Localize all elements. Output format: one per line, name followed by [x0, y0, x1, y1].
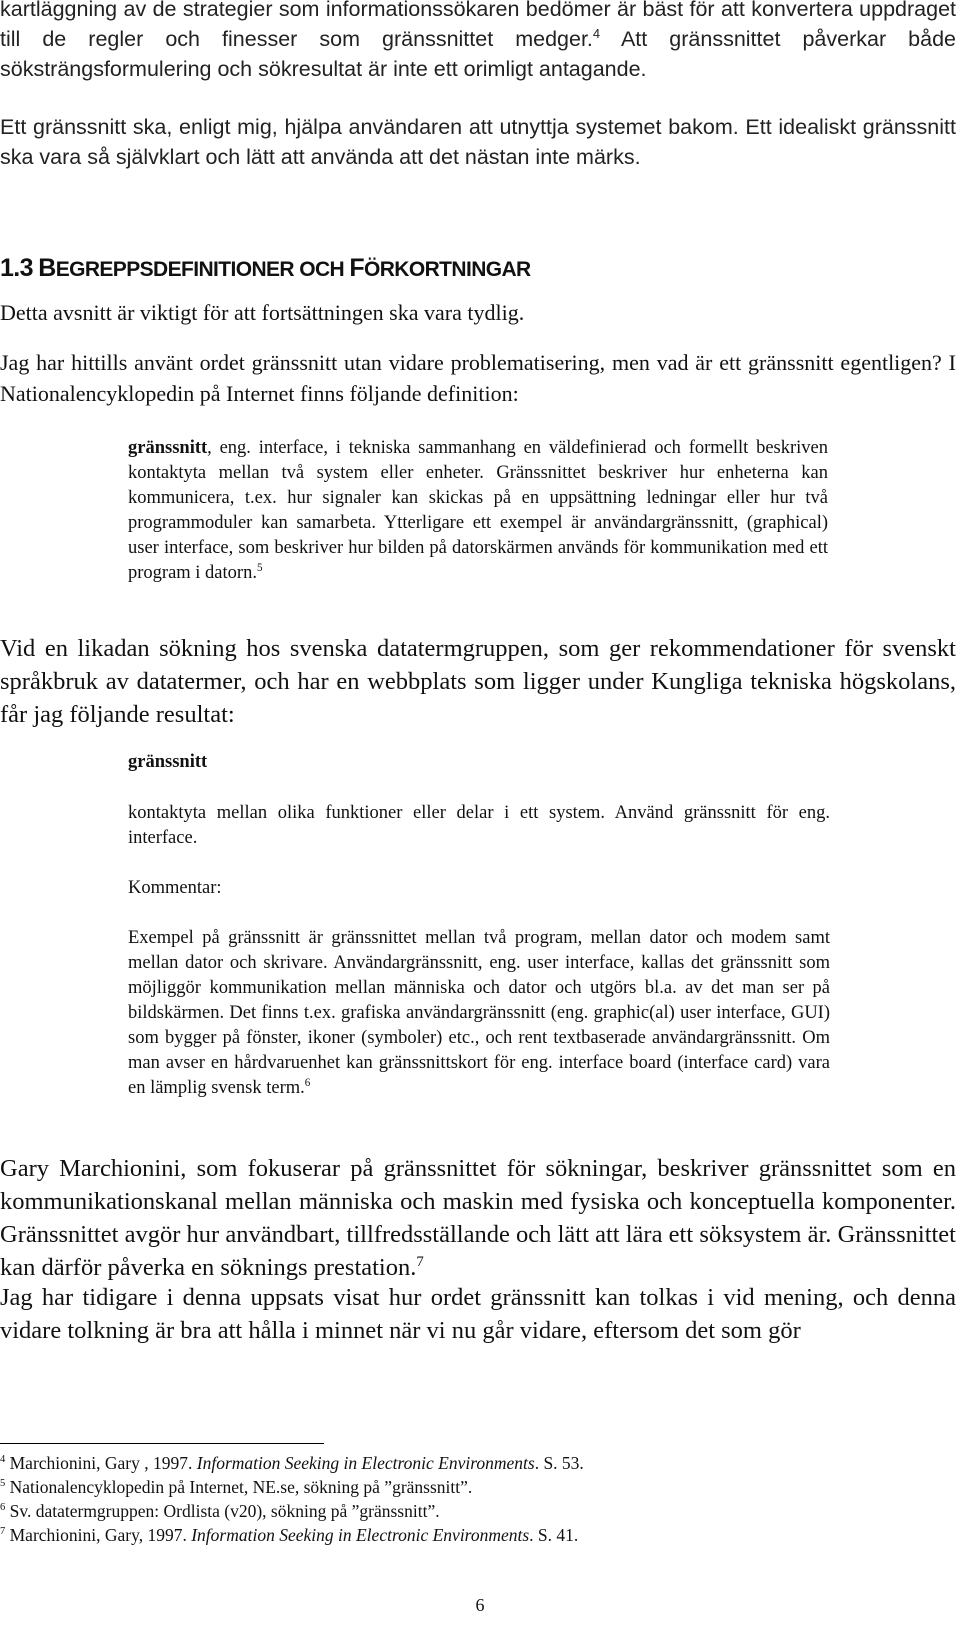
- footnote-ref-6[interactable]: 6: [304, 1076, 311, 1089]
- quote-term-2: gränssnitt: [128, 752, 208, 772]
- paragraph-interface-ideal: Ett gränssnitt ska, enligt mig, hjälpa användaren att utnyttja systemet bakom. Ett idealiskt gränssnitt ska vara så självklart och lätt att använda att det nästan inte märks.: [0, 115, 956, 169]
- paragraph-definition-intro: Jag har hittills använt ordet gränssnitt utan vidare problematisering, men vad är ett gränssnitt egentligen? I Nationalencyklopedin på Internet finns följande definition:: [0, 350, 956, 406]
- footnote-separator: [0, 1443, 324, 1444]
- paragraph-text: kartläggning av de strategier som informationssökaren bedömer är bäst för att konvertera uppdraget till de regler och finesser som gränssnittet medger.: [0, 0, 956, 51]
- quote-term: gränssnitt: [128, 438, 208, 458]
- footnote-text: Sv. datatermgruppen: Ordlista (v20), sökning på ”gränssnitt”.: [5, 1501, 440, 1521]
- footnote-6: [0, 1499, 440, 1523]
- footnote-title: Information Seeking in Electronic Environments: [191, 1525, 530, 1545]
- quote-ne-definition: [128, 436, 828, 586]
- quote-term-definition: kontaktyta mellan olika funktioner eller delar i ett system. Använd gränssnitt för eng. interface.: [128, 803, 830, 848]
- heading-initial-2: F: [349, 254, 364, 282]
- footnote-number: 4: [0, 1454, 6, 1466]
- paragraph-wider-interpretation: Jag har tidigare i denna uppsats visat hur ordet gränssnitt kan tolkas i vid mening, och denna vidare tolkning är bra att hålla i minnet när vi nu går vidare, eftersom det som gör: [0, 1284, 956, 1344]
- footnote-text-end: . S. 53.: [534, 1453, 584, 1473]
- footnote-ref-5[interactable]: 5: [256, 561, 263, 574]
- footnote-number: 6: [0, 1502, 6, 1514]
- footnote-number: 7: [0, 1526, 6, 1538]
- footnote-text-end: . S. 41.: [529, 1525, 579, 1545]
- paragraph-marchionini: [0, 1152, 956, 1284]
- quote-term-heading: [128, 750, 830, 775]
- footnote-7: [0, 1523, 578, 1547]
- footnote-number: 5: [0, 1478, 6, 1490]
- footnote-text: Marchionini, Gary, 1997.: [5, 1525, 192, 1545]
- section-heading: [0, 254, 531, 283]
- heading-number: 1.3: [0, 254, 33, 282]
- paragraph-strategies: [0, 0, 956, 84]
- quote-comment: [128, 926, 830, 1101]
- quote-comment-label: Kommentar:: [128, 878, 222, 898]
- footnote-text: Nationalencyklopedin på Internet, NE.se, sökning på ”gränssnitt”.: [5, 1477, 473, 1497]
- paragraph-section-intro: Detta avsnitt är viktigt för att fortsättningen ska vara tydlig.: [0, 300, 525, 325]
- heading-word-2: ÖRKORTNINGAR: [364, 258, 531, 281]
- page-number: 6: [475, 1595, 485, 1615]
- footnote-4: [0, 1451, 584, 1475]
- paragraph-datatermgruppen: Vid en likadan sökning hos svenska datatermgruppen, som ger rekommendationer för svenskt språkbruk av datatermer, och har en webbplats som ligger under Kungliga tekniska högskolans, får jag följande resultat:: [0, 635, 956, 728]
- heading-word-1: EGREPPSDEFINITIONER OCH: [55, 258, 350, 281]
- heading-initial-1: B: [38, 254, 56, 282]
- footnote-title: Information Seeking in Electronic Environments: [196, 1453, 535, 1473]
- footnote-ref-7[interactable]: 7: [416, 1253, 424, 1270]
- quote-comment-text: Exempel på gränssnitt är gränssnittet mellan två program, mellan dator och modem samt mellan dator och skrivare. Användargränssnitt, eng. user interface, kallas det gränssnitt som möjliggör kommunikation mellan människa och dator och utgörs bl.a. av det man ser på bildskärmen. Det finns t.ex. grafiska användargränssnitt (eng. graphic(al) user interface, GUI) som bygger på fönster, ikoner (symboler) etc., och rent textbaserade användargränssnitt. Om man avser en hårdvaruenhet kan gränssnittskort för eng. interface board (interface card) vara en lämplig svensk term.: [128, 928, 830, 1098]
- paragraph-text-cont: Att gränssnittet påverkar både söksträngsformulering och sökresultat är inte ett orimligt antagande.: [0, 27, 957, 81]
- paragraph-marchionini-text: Gary Marchionini, som fokuserar på gränssnittet för sökningar, beskriver gränssnittet som en kommunikationskanal mellan människa och maskin med fysiska och konceptuella komponenter. Gränssnittet avgör hur användbart, tillfredsställande och lätt att lära ett söksystem är. Gränssnittet kan därför påverka en söknings prestation.: [0, 1155, 956, 1281]
- footnote-ref-4[interactable]: 4: [592, 25, 601, 41]
- footnote-text: Marchionini, Gary , 1997.: [5, 1453, 197, 1473]
- quote-text: , eng. interface, i tekniska sammanhang en väldefinierad och formellt beskriven kontaktyta mellan två system eller enheter. Gränssnittet beskriver hur enheterna kan kommunicera, t.ex. hur signaler kan skickas på en uppsättning ledningar eller hur två programmoduler kan samarbeta. Ytterligare ett exempel är användargränssnitt, (graphical) user interface, som beskriver hur bilden på datorskärmen används för kommunikation med ett program i datorn.: [128, 438, 828, 583]
- footnote-5: [0, 1475, 472, 1499]
